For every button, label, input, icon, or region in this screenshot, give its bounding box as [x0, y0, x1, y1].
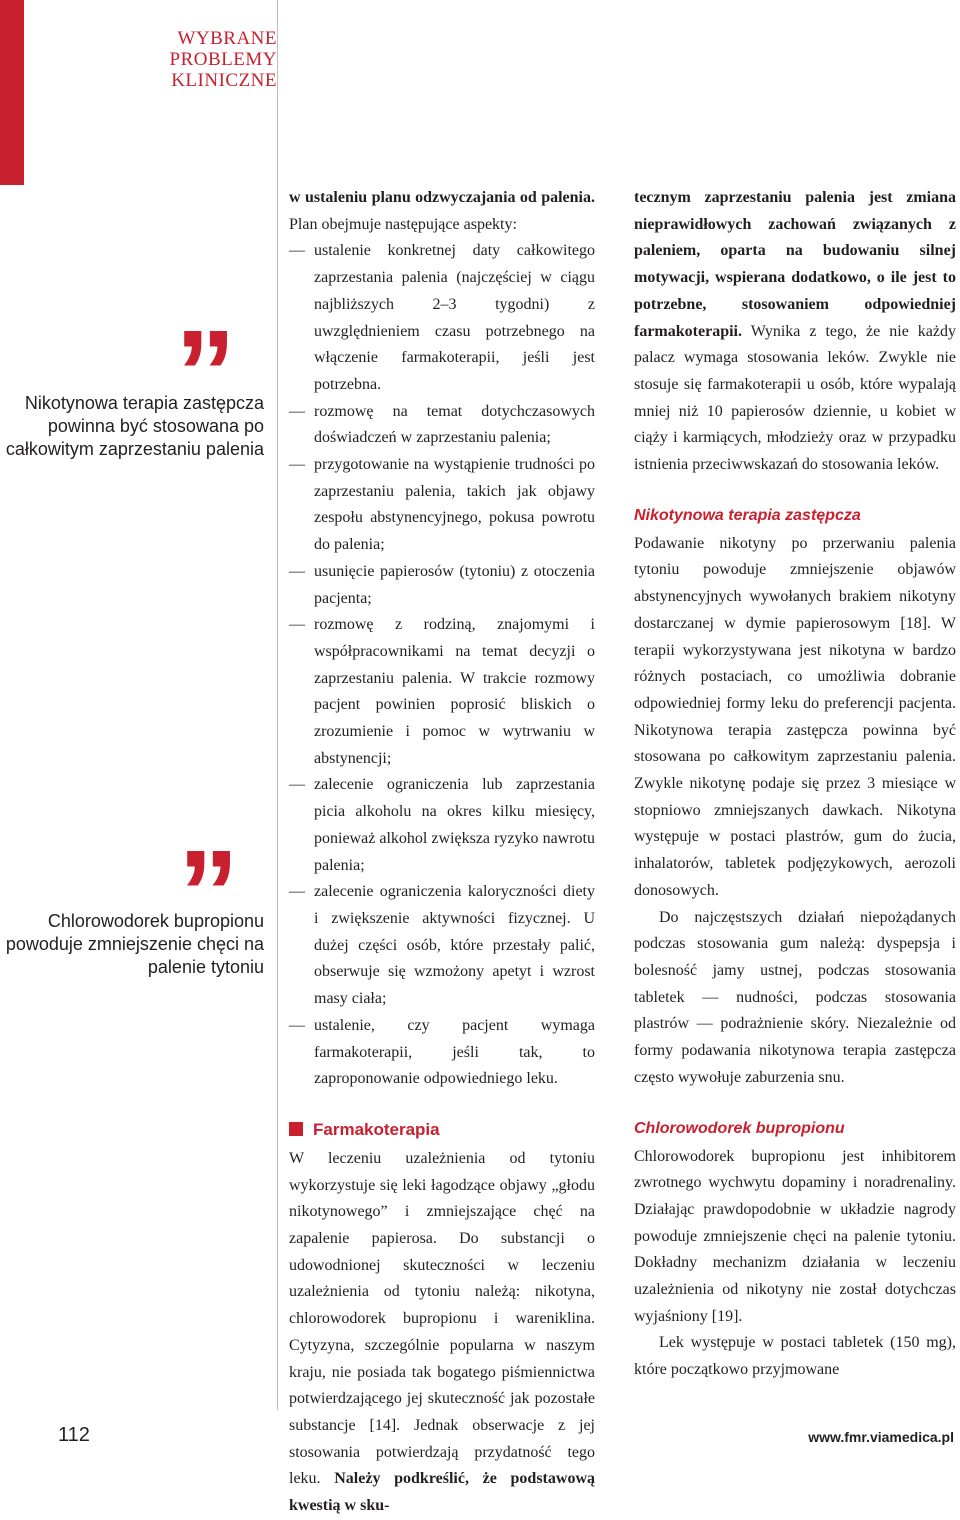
body-text: W leczeniu uzależnienia od tytoniu wykorzystuje się leki łagodzące objawy „głodu nikotynowego” i zmniejszające chęć na zapalenie papierosa. Do substancji o udowodnionej skuteczności w leczeniu uzależnienia od tytoniu należą: nikotyna, chlorowodorek bupropionu i wareniklina. Cytyzyna, szczególnie popularna w naszym kraju, nie posiada tak bogatego piśmiennictwa potwierdzającego jej skuteczność jak pozostałe substancje [14]. Jednak obserwacje z jej stosowania potwierdzają przydatność tego leku.	[289, 1149, 595, 1488]
article-column-left	[289, 185, 595, 1520]
body-paragraph: Do najczęstszych działań niepożądanych podczas stosowania gum należą: dyspepsja i bolesność jamy ustnej, podczas stosowania tabletek — nudności, podczas stosowania plastrów — podrażnienie skóry. Niezależnie od formy podawania nikotynowa terapia zastępcza często wywołuje zaburzenia snu.	[634, 908, 956, 1086]
quote-mark-icon: ”	[175, 305, 230, 441]
section-label-line: WYBRANE	[177, 28, 277, 49]
section-heading	[289, 1119, 595, 1141]
heading-square-icon	[289, 1122, 303, 1136]
list-item: — usunięcie papierosów (tytoniu) z otoczenia pacjenta;	[289, 559, 595, 612]
subsection-heading: Chlorowodorek bupropionu	[634, 1119, 845, 1137]
website-link[interactable]: www.fmr.viamedica.pl	[808, 1429, 954, 1445]
list-item: — przygotowanie na wystąpienie trudności po zaprzestaniu palenia, takich jak objawy zespołu abstynencyjnego, pokusa powrotu do palenia;	[289, 452, 595, 559]
pull-quote: Chlorowodorek bupropionu powoduje zmniejszenie chęci na palenie tytoniu	[5, 911, 264, 977]
section-label-line: PROBLEMY	[169, 49, 277, 70]
section-heading-text: Farmakoterapia	[313, 1119, 440, 1139]
subsection-heading: Nikotynowa terapia zastępcza	[634, 506, 861, 524]
continuation-text: Wynika z tego, że nie każdy palacz wymaga stosowania leków. Zwykle nie stosuje się farmakoterapii u osób, które wypalają mniej niż 10 papierosów dziennie, u kobiet w ciąży i karmiących, młodzieży oraz w przypadku istnienia przeciwwskazań do stosowania leków.	[634, 322, 956, 474]
plan-list	[289, 238, 595, 1093]
list-item: — ustalenie konkretnej daty całkowitego zaprzestania palenia (najczęściej w ciągu najbliższych 2–3 tygodni) z uwzględnieniem czasu potrzebnego na włączenie farmakoterapii, jeśli jest potrzebna.	[289, 238, 595, 398]
page-number: 112	[58, 1424, 90, 1446]
body-paragraph: Chlorowodorek bupropionu jest inhibitorem zwrotnego wychwytu dopaminy i noradrenaliny. Działając prawdopodobnie w układzie nagrody powoduje zmniejszenie chęci na palenie tytoniu. Dokładny mechanizm działania w leczeniu uzależnienia od nikotyny nie został dotychczas wyjaśniony [19].	[634, 1147, 956, 1325]
body-paragraph: Lek występuje w postaci tabletek (150 mg), które początkowo przyjmowane	[634, 1334, 956, 1379]
list-item: — ustalenie, czy pacjent wymaga farmakoterapii, jeśli tak, to zaproponowanie odpowiedniego leku.	[289, 1013, 595, 1093]
pull-quote: Nikotynowa terapia zastępcza powinna być stosowana po całkowitym zaprzestaniu palenia	[5, 393, 264, 459]
intro-text: Plan obejmuje następujące aspekty:	[289, 215, 517, 233]
list-item: — zalecenie ograniczenia kaloryczności diety i zwiększenie aktywności fizycznej. U dużej części osób, które przestały palić, obserwuje się wzmożony apetyt i wzrost masy ciała;	[289, 879, 595, 1013]
continuation-bold: tecznym zaprzestaniu palenia jest zmiana nieprawidłowych zachowań związanych z paleniem, oparta na budowaniu silnej motywacji, wspierana dodatkowo, o ile jest to potrzebne, stosowaniem odpowiedniej farmakoterapii.	[634, 189, 956, 340]
intro-paragraph	[289, 185, 595, 238]
continuation-paragraph	[634, 185, 956, 479]
article-column-right	[634, 185, 956, 1384]
list-item: — rozmowę z rodziną, znajomymi i współpracownikami na temat decyzji o zaprzestaniu palenia. W trakcie rozmowy pacjent powinien poprosić bliskich o zrozumienie i pomoc w wytrwaniu w abstynencji;	[289, 612, 595, 772]
body-bold-text: Należy podkreślić, że podstawową kwestią w sku-	[289, 1470, 595, 1515]
section-color-bar	[0, 0, 24, 185]
body-paragraph: Podawanie nikotyny po przerwaniu palenia tytoniu powoduje zmniejszenie objawów abstynencyjnych wywołanych brakiem nikotyny dostarczanej w dymie papierosowym [18]. W terapii wykorzystywana jest nikotyna w bardzo różnych postaciach, co umożliwia dobranie odpowiedniej formy leku do preferencji pacjenta. Nikotynowa terapia zastępcza powinna być stosowana po całkowitym zaprzestaniu palenia. Zwykle nikotynę podaje się przez 3 miesiące w stopniowo zmniejszanych dawkach. Nikotyna występuje w postaci plastrów, gum do żucia, inhalatorów, tabletek podjęzykowych, aerozoli donosowych.	[634, 534, 956, 899]
section-label-line: KLINICZNE	[171, 70, 277, 91]
quote-mark-icon: ”	[178, 825, 233, 961]
body-paragraph	[289, 1146, 595, 1520]
section-label	[77, 28, 277, 91]
list-item: — zalecenie ograniczenia lub zaprzestania picia alkoholu na okres kilku miesięcy, ponieważ alkohol zwiększa ryzyko nawrotu palenia;	[289, 772, 595, 879]
column-divider	[277, 0, 278, 1410]
intro-bold: w ustaleniu planu odzwyczajania od palenia.	[289, 189, 595, 206]
list-item: — rozmowę na temat dotychczasowych doświadczeń w zaprzestaniu palenia;	[289, 399, 595, 452]
